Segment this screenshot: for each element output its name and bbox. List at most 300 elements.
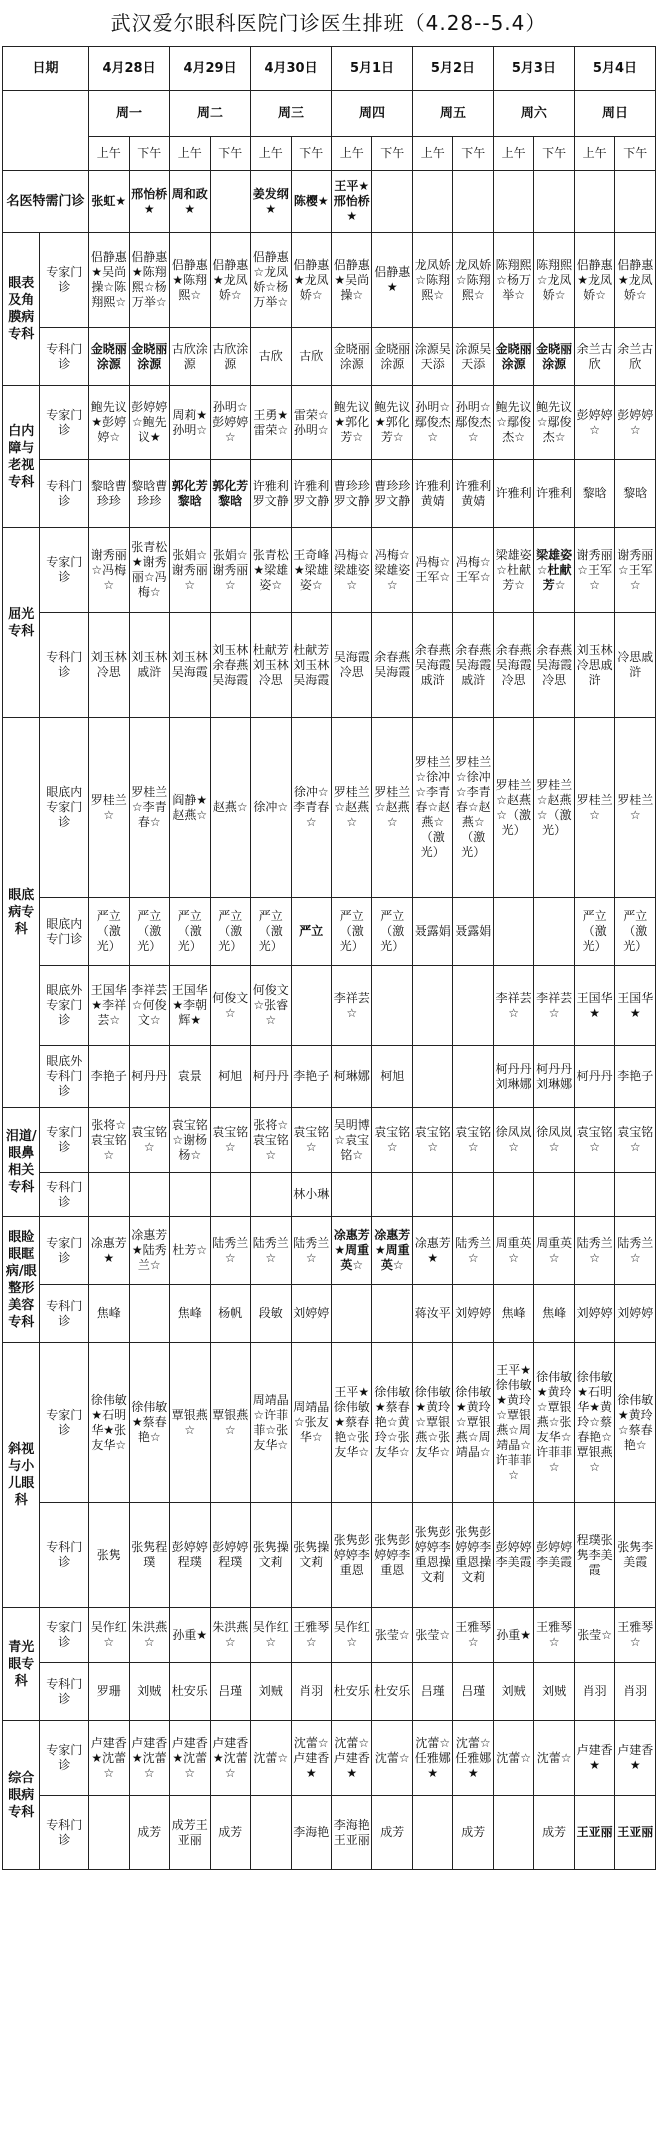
doctor-cell: 彭婷婷李美霞 bbox=[493, 1503, 533, 1608]
doctor-cell: 黎晗 bbox=[574, 460, 614, 528]
clinic-type-label: 专科门诊 bbox=[40, 460, 89, 528]
doctor-cell: 严立（激光） bbox=[210, 898, 251, 966]
doctor-cell: 李祥芸☆ bbox=[332, 966, 372, 1046]
doctor-cell: 吴海霞冷思 bbox=[332, 613, 372, 718]
doctor-cell: 吴作红☆ bbox=[332, 1608, 372, 1663]
clinic-type-label: 眼底内专门诊 bbox=[40, 898, 89, 966]
schedule-row bbox=[3, 898, 656, 966]
doctor-cell: 徐伟敏★黄玲☆覃银燕☆周靖晶☆ bbox=[453, 1343, 493, 1503]
doctor-cell bbox=[412, 1796, 452, 1870]
clinic-type-label: 专科门诊 bbox=[40, 613, 89, 718]
doctor-cell: 张隽李美霞 bbox=[615, 1503, 656, 1608]
doctor-cell: 曹珍珍罗文静 bbox=[332, 460, 372, 528]
doctor-cell: 彭婷婷☆ bbox=[615, 386, 656, 460]
schedule-row bbox=[3, 1503, 656, 1608]
doctor-cell: 袁宝铭☆ bbox=[129, 1108, 170, 1173]
doctor-cell: 罗桂兰☆ bbox=[574, 718, 614, 898]
doctor-cell: 袁景 bbox=[170, 1046, 210, 1108]
doctor-cell: 黎晗 bbox=[615, 460, 656, 528]
doctor-cell: 孙明☆鄢俊杰☆ bbox=[453, 386, 493, 460]
doctor-cell: 周和政★ bbox=[170, 171, 210, 233]
pm-header: 下午 bbox=[453, 137, 493, 171]
doctor-cell bbox=[412, 966, 452, 1046]
doctor-cell: 王国华★ bbox=[574, 966, 614, 1046]
doctor-cell: 冯梅☆王军☆ bbox=[412, 528, 452, 613]
clinic-type-label: 专家门诊 bbox=[40, 1108, 89, 1173]
doctor-cell: 林小琳 bbox=[291, 1173, 332, 1217]
weekday-cell: 周二 bbox=[170, 91, 251, 137]
clinic-type-label: 专家门诊 bbox=[40, 528, 89, 613]
doctor-cell: 侣静惠★陈翔熙☆ bbox=[170, 233, 210, 328]
weekday-cell: 周三 bbox=[251, 91, 332, 137]
doctor-cell: 周重英☆ bbox=[493, 1217, 533, 1285]
schedule-row bbox=[3, 328, 656, 386]
doctor-cell: 张莹☆ bbox=[412, 1608, 452, 1663]
doctor-cell: 沈蕾☆ bbox=[534, 1721, 574, 1796]
doctor-cell: 许雅利罗文静 bbox=[251, 460, 291, 528]
doctor-cell: 罗桂兰☆赵燕☆（激光） bbox=[534, 718, 574, 898]
doctor-cell: 柯琳娜 bbox=[332, 1046, 372, 1108]
doctor-cell bbox=[372, 1173, 412, 1217]
doctor-cell: 龙凤娇☆陈翔熙☆ bbox=[453, 233, 493, 328]
doctor-cell: 王雅琴☆ bbox=[291, 1608, 332, 1663]
doctor-cell: 涂源吴天添 bbox=[412, 328, 452, 386]
doctor-cell: 柯丹丹刘琳娜 bbox=[493, 1046, 533, 1108]
doctor-cell: 徐伟敏★蔡春艳☆黄玲☆张友华☆ bbox=[372, 1343, 412, 1503]
doctor-cell: 余春燕吴海霞冷思 bbox=[493, 613, 533, 718]
doctor-cell: 严立（激光） bbox=[251, 898, 291, 966]
schedule-row bbox=[3, 1285, 656, 1343]
doctor-cell: 古欣涂源 bbox=[170, 328, 210, 386]
doctor-cell: 王平★邢怡桥★ bbox=[332, 171, 372, 233]
doctor-cell: 朱洪燕☆ bbox=[210, 1608, 251, 1663]
doctor-cell: 张隽程璞 bbox=[129, 1503, 170, 1608]
weekday-cell: 周日 bbox=[574, 91, 655, 137]
am-header: 上午 bbox=[332, 137, 372, 171]
doctor-cell: 王亚丽 bbox=[615, 1796, 656, 1870]
doctor-cell: 李艳子 bbox=[615, 1046, 656, 1108]
doctor-cell: 王国华★ bbox=[615, 966, 656, 1046]
doctor-cell: 许雅利 bbox=[493, 460, 533, 528]
doctor-cell: 刘玉林吴海霞 bbox=[170, 613, 210, 718]
doctor-cell: 肖羽 bbox=[291, 1663, 332, 1721]
doctor-cell: 李海艳 bbox=[291, 1796, 332, 1870]
doctor-cell: 余春燕吴海霞 bbox=[372, 613, 412, 718]
doctor-cell: 罗桂兰☆徐冲☆李青春☆赵燕☆（激光） bbox=[453, 718, 493, 898]
schedule-row bbox=[3, 1343, 656, 1503]
doctor-cell bbox=[453, 171, 493, 233]
doctor-cell bbox=[210, 1173, 251, 1217]
doctor-cell: 沈蕾☆ bbox=[372, 1721, 412, 1796]
doctor-cell: 吴作红☆ bbox=[251, 1608, 291, 1663]
doctor-cell: 周靖晶☆张友华☆ bbox=[291, 1343, 332, 1503]
doctor-cell: 张娟☆谢秀丽☆ bbox=[210, 528, 251, 613]
doctor-cell: 徐伟敏★黄玲☆覃银燕☆张友华☆许菲菲☆ bbox=[534, 1343, 574, 1503]
doctor-cell: 严立（激光） bbox=[574, 898, 614, 966]
doctor-cell: 徐凤岚☆ bbox=[493, 1108, 533, 1173]
doctor-cell: 许雅利罗文静 bbox=[291, 460, 332, 528]
department-label: 青光眼专科 bbox=[3, 1608, 40, 1721]
doctor-cell: 张青松★梁雄姿☆ bbox=[251, 528, 291, 613]
doctor-cell: 古欣 bbox=[291, 328, 332, 386]
doctor-cell: 柯丹丹刘琳娜 bbox=[534, 1046, 574, 1108]
doctor-cell: 彭婷婷程璞 bbox=[210, 1503, 251, 1608]
schedule-table bbox=[2, 46, 656, 1870]
pm-header: 下午 bbox=[615, 137, 656, 171]
schedule-row bbox=[3, 460, 656, 528]
date-cell: 5月2日 bbox=[412, 47, 493, 91]
doctor-cell: 刘婷婷 bbox=[615, 1285, 656, 1343]
doctor-cell: 张虹★ bbox=[89, 171, 129, 233]
clinic-type-label: 专家门诊 bbox=[40, 1608, 89, 1663]
doctor-cell: 谢秀丽☆冯梅☆ bbox=[89, 528, 129, 613]
doctor-cell: 侣静惠★龙凤娇☆ bbox=[574, 233, 614, 328]
doctor-cell: 古欣 bbox=[251, 328, 291, 386]
doctor-cell bbox=[574, 1173, 614, 1217]
doctor-cell: 王国华★李祥芸☆ bbox=[89, 966, 129, 1046]
doctor-cell: 罗桂兰☆赵燕☆（激光） bbox=[493, 718, 533, 898]
doctor-cell: 吕瑾 bbox=[210, 1663, 251, 1721]
doctor-cell: 张莹☆ bbox=[574, 1608, 614, 1663]
doctor-cell: 曹珍珍罗文静 bbox=[372, 460, 412, 528]
doctor-cell: 侣静惠★龙凤娇☆ bbox=[291, 233, 332, 328]
doctor-cell: 焦峰 bbox=[89, 1285, 129, 1343]
doctor-cell: 李祥芸☆ bbox=[534, 966, 574, 1046]
doctor-cell: 徐伟敏★黄玲☆蔡春艳☆ bbox=[615, 1343, 656, 1503]
doctor-cell: 鲍先议☆鄢俊杰☆ bbox=[493, 386, 533, 460]
department-label: 综合眼病专科 bbox=[3, 1721, 40, 1870]
doctor-cell: 沈蕾☆ bbox=[493, 1721, 533, 1796]
doctor-cell: 刘婷婷 bbox=[453, 1285, 493, 1343]
doctor-cell: 陈翔熙☆杨万举☆ bbox=[493, 233, 533, 328]
doctor-cell: 杜芳☆ bbox=[170, 1217, 210, 1285]
doctor-cell: 张隽彭婷婷李重恩操文莉 bbox=[412, 1503, 452, 1608]
doctor-cell: 覃银燕☆ bbox=[170, 1343, 210, 1503]
doctor-cell: 王平★徐伟敏★黄玲☆覃银燕☆周靖晶☆许菲菲☆ bbox=[493, 1343, 533, 1503]
doctor-cell bbox=[129, 1173, 170, 1217]
doctor-cell bbox=[291, 966, 332, 1046]
am-header: 上午 bbox=[251, 137, 291, 171]
clinic-type-label: 专科门诊 bbox=[40, 1796, 89, 1870]
doctor-cell: 吴作红☆ bbox=[89, 1608, 129, 1663]
doctor-cell: 鲍先议★彭婷婷☆ bbox=[89, 386, 129, 460]
doctor-cell: 陆秀兰☆ bbox=[210, 1217, 251, 1285]
doctor-cell: 柯丹丹 bbox=[251, 1046, 291, 1108]
doctor-cell: 沈蕾☆任雅娜★ bbox=[453, 1721, 493, 1796]
doctor-cell: 谢秀丽☆王军☆ bbox=[574, 528, 614, 613]
doctor-cell bbox=[574, 171, 614, 233]
clinic-type-label: 专家门诊 bbox=[40, 1721, 89, 1796]
weekday-cell: 周四 bbox=[332, 91, 413, 137]
clinic-type-label: 专家门诊 bbox=[40, 386, 89, 460]
doctor-cell: 袁宝铭☆ bbox=[210, 1108, 251, 1173]
schedule-row bbox=[3, 1796, 656, 1870]
department-label: 白内障与老视专科 bbox=[3, 386, 40, 528]
doctor-cell: 冯梅☆梁雄姿☆ bbox=[372, 528, 412, 613]
doctor-cell: 成芳 bbox=[129, 1796, 170, 1870]
pm-header: 下午 bbox=[129, 137, 170, 171]
doctor-cell: 徐伟敏★黄玲☆覃银燕☆张友华☆ bbox=[412, 1343, 452, 1503]
schedule-row bbox=[3, 386, 656, 460]
am-header: 上午 bbox=[412, 137, 452, 171]
schedule-row bbox=[3, 1721, 656, 1796]
doctor-cell bbox=[534, 898, 574, 966]
doctor-cell bbox=[453, 966, 493, 1046]
doctor-cell: 张隽彭婷婷李重恩 bbox=[372, 1503, 412, 1608]
doctor-cell: 郭化芳黎晗 bbox=[170, 460, 210, 528]
doctor-cell bbox=[453, 1173, 493, 1217]
doctor-cell bbox=[89, 1796, 129, 1870]
doctor-cell: 袁宝铭☆ bbox=[372, 1108, 412, 1173]
date-cell: 5月3日 bbox=[493, 47, 574, 91]
doctor-cell: 李艳子 bbox=[291, 1046, 332, 1108]
department-label: 眼表及角膜病专科 bbox=[3, 233, 40, 386]
doctor-cell bbox=[372, 1285, 412, 1343]
clinic-type-label: 专家门诊 bbox=[40, 1217, 89, 1285]
schedule-row bbox=[3, 1046, 656, 1108]
doctor-cell: 徐凤岚☆ bbox=[534, 1108, 574, 1173]
doctor-cell: 杜献芳刘玉林冷思 bbox=[251, 613, 291, 718]
schedule-row bbox=[3, 966, 656, 1046]
doctor-cell: 侣静惠★龙凤娇☆ bbox=[210, 233, 251, 328]
pm-header: 下午 bbox=[210, 137, 251, 171]
doctor-cell: 严立（激光） bbox=[89, 898, 129, 966]
doctor-cell: 张娟☆谢秀丽☆ bbox=[170, 528, 210, 613]
doctor-cell: 金晓丽涂源 bbox=[89, 328, 129, 386]
doctor-cell: 金晓丽涂源 bbox=[534, 328, 574, 386]
clinic-type-label: 眼底外专家门诊 bbox=[40, 966, 89, 1046]
doctor-cell: 张青松★谢秀丽☆冯梅☆ bbox=[129, 528, 170, 613]
doctor-cell: 余兰古欣 bbox=[574, 328, 614, 386]
doctor-cell: 冯梅☆梁雄姿☆ bbox=[332, 528, 372, 613]
doctor-cell: 杜安乐 bbox=[332, 1663, 372, 1721]
clinic-type-label: 专科门诊 bbox=[40, 1285, 89, 1343]
doctor-cell: 柯丹丹 bbox=[129, 1046, 170, 1108]
doctor-cell: 龙凤娇☆陈翔熙☆ bbox=[412, 233, 452, 328]
doctor-cell: 李祥芸☆何俊文☆ bbox=[129, 966, 170, 1046]
doctor-cell: 张将☆袁宝铭☆ bbox=[251, 1108, 291, 1173]
doctor-cell bbox=[534, 1173, 574, 1217]
date-cell: 4月30日 bbox=[251, 47, 332, 91]
doctor-cell: 张隽彭婷婷李重恩操文莉 bbox=[453, 1503, 493, 1608]
doctor-cell: 张隽操文莉 bbox=[251, 1503, 291, 1608]
doctor-cell bbox=[372, 966, 412, 1046]
doctor-cell: 王平★徐伟敏★蔡春艳☆张友华☆ bbox=[332, 1343, 372, 1503]
pm-header: 下午 bbox=[291, 137, 332, 171]
doctor-cell: 侣静惠☆龙凤娇☆杨万举☆ bbox=[251, 233, 291, 328]
doctor-cell: 阎静★赵燕☆ bbox=[170, 718, 210, 898]
doctor-cell: 刘婷婷 bbox=[574, 1285, 614, 1343]
doctor-cell: 凃惠芳★周重英☆ bbox=[372, 1217, 412, 1285]
doctor-cell: 陈翔熙☆龙凤娇☆ bbox=[534, 233, 574, 328]
doctor-cell: 余兰古欣 bbox=[615, 328, 656, 386]
doctor-cell bbox=[170, 1173, 210, 1217]
doctor-cell: 陆秀兰☆ bbox=[251, 1217, 291, 1285]
doctor-cell: 吕瑾 bbox=[412, 1663, 452, 1721]
doctor-cell: 肖羽 bbox=[574, 1663, 614, 1721]
doctor-cell: 赵燕☆ bbox=[210, 718, 251, 898]
doctor-cell: 徐冲☆ bbox=[251, 718, 291, 898]
doctor-cell: 聂露娟 bbox=[453, 898, 493, 966]
doctor-cell: 黎晗曹珍珍 bbox=[129, 460, 170, 528]
date-cell: 4月28日 bbox=[89, 47, 170, 91]
doctor-cell: 黎晗曹珍珍 bbox=[89, 460, 129, 528]
doctor-cell bbox=[534, 171, 574, 233]
doctor-cell: 杨帆 bbox=[210, 1285, 251, 1343]
doctor-cell: 沈蕾☆任雅娜★ bbox=[412, 1721, 452, 1796]
weekday-cell: 周五 bbox=[412, 91, 493, 137]
clinic-type-label: 专科门诊 bbox=[40, 1503, 89, 1608]
doctor-cell: 罗珊 bbox=[89, 1663, 129, 1721]
doctor-cell: 罗桂兰☆ bbox=[89, 718, 129, 898]
schedule-row bbox=[3, 1217, 656, 1285]
doctor-cell bbox=[412, 1173, 452, 1217]
doctor-cell: 周靖晶☆许菲菲☆张友华☆ bbox=[251, 1343, 291, 1503]
schedule-row bbox=[3, 1173, 656, 1217]
doctor-cell bbox=[412, 171, 452, 233]
doctor-cell: 鲍先议★郭化芳☆ bbox=[332, 386, 372, 460]
doctor-cell: 张将☆袁宝铭☆ bbox=[89, 1108, 129, 1173]
doctor-cell: 张莹☆ bbox=[372, 1608, 412, 1663]
doctor-cell: 柯旭 bbox=[372, 1046, 412, 1108]
doctor-cell: 彭婷婷☆ bbox=[574, 386, 614, 460]
doctor-cell: 余春燕吴海霞戚浒 bbox=[453, 613, 493, 718]
department-label: 眼睑眼眶病/眼整形美容专科 bbox=[3, 1217, 40, 1343]
doctor-cell: 刘玉林余春燕吴海霞 bbox=[210, 613, 251, 718]
doctor-cell: 罗桂兰☆赵燕☆ bbox=[332, 718, 372, 898]
doctor-cell: 刘贼 bbox=[129, 1663, 170, 1721]
doctor-cell: 孙明☆鄢俊杰☆ bbox=[412, 386, 452, 460]
doctor-cell: 成芳 bbox=[210, 1796, 251, 1870]
doctor-cell: 吴明博☆袁宝铭☆ bbox=[332, 1108, 372, 1173]
doctor-cell: 罗桂兰☆ bbox=[615, 718, 656, 898]
schedule-row bbox=[3, 171, 656, 233]
doctor-cell: 蒋汝平 bbox=[412, 1285, 452, 1343]
doctor-cell: 王雅琴☆ bbox=[453, 1608, 493, 1663]
doctor-cell: 余春燕吴海霞戚浒 bbox=[412, 613, 452, 718]
doctor-cell: 罗桂兰☆李青春☆ bbox=[129, 718, 170, 898]
doctor-cell: 周重英☆ bbox=[534, 1217, 574, 1285]
department-label: 斜视与小儿眼科 bbox=[3, 1343, 40, 1608]
doctor-cell: 彭婷婷☆鲍先议★ bbox=[129, 386, 170, 460]
doctor-cell: 鲍先议★郭化芳☆ bbox=[372, 386, 412, 460]
doctor-cell: 焦峰 bbox=[170, 1285, 210, 1343]
doctor-cell: 袁宝铭☆ bbox=[291, 1108, 332, 1173]
clinic-type-label: 眼底外专科门诊 bbox=[40, 1046, 89, 1108]
doctor-cell: 袁宝铭☆ bbox=[615, 1108, 656, 1173]
doctor-cell: 段敏 bbox=[251, 1285, 291, 1343]
department-label: 眼底病专科 bbox=[3, 718, 40, 1108]
doctor-cell: 严立（激光） bbox=[170, 898, 210, 966]
doctor-cell bbox=[251, 1796, 291, 1870]
doctor-cell: 周莉★孙明☆ bbox=[170, 386, 210, 460]
doctor-cell: 张隽 bbox=[89, 1503, 129, 1608]
doctor-cell: 袁宝铭☆谢杨杨☆ bbox=[170, 1108, 210, 1173]
doctor-cell: 何俊文☆ bbox=[210, 966, 251, 1046]
doctor-cell: 张隽操文莉 bbox=[291, 1503, 332, 1608]
clinic-type-label: 专科门诊 bbox=[40, 1663, 89, 1721]
doctor-cell: 程璞张隽李美霞 bbox=[574, 1503, 614, 1608]
doctor-cell: 徐冲☆李青春☆ bbox=[291, 718, 332, 898]
doctor-cell: 成芳 bbox=[534, 1796, 574, 1870]
doctor-cell: 彭婷婷程璞 bbox=[170, 1503, 210, 1608]
doctor-cell: 涂源吴天添 bbox=[453, 328, 493, 386]
am-header: 上午 bbox=[574, 137, 614, 171]
doctor-cell: 王奇峰★梁雄姿☆ bbox=[291, 528, 332, 613]
doctor-cell: 陆秀兰☆ bbox=[574, 1217, 614, 1285]
doctor-cell: 雷荣☆孙明☆ bbox=[291, 386, 332, 460]
doctor-cell: 肖羽 bbox=[615, 1663, 656, 1721]
am-header: 上午 bbox=[493, 137, 533, 171]
doctor-cell: 刘贼 bbox=[493, 1663, 533, 1721]
page-title: 武汉爱尔眼科医院门诊医生排班（4.28--5.4） bbox=[110, 11, 547, 35]
doctor-cell: 冯梅☆王军☆ bbox=[453, 528, 493, 613]
schedule-row bbox=[3, 1108, 656, 1173]
weekday-cell: 周六 bbox=[493, 91, 574, 137]
doctor-cell: 王雅琴☆ bbox=[615, 1608, 656, 1663]
doctor-cell: 凃惠芳★ bbox=[89, 1217, 129, 1285]
doctor-cell: 卢建香★ bbox=[574, 1721, 614, 1796]
doctor-cell bbox=[332, 1173, 372, 1217]
doctor-cell: 严立（激光） bbox=[615, 898, 656, 966]
doctor-cell: 凃惠芳★陆秀兰☆ bbox=[129, 1217, 170, 1285]
doctor-cell: 柯丹丹 bbox=[574, 1046, 614, 1108]
doctor-cell: 袁宝铭☆ bbox=[574, 1108, 614, 1173]
doctor-cell bbox=[210, 171, 251, 233]
doctor-cell: 陆秀兰☆ bbox=[453, 1217, 493, 1285]
doctor-cell: 卢建香★沈蕾☆ bbox=[210, 1721, 251, 1796]
doctor-cell: 徐伟敏★蔡春艳☆ bbox=[129, 1343, 170, 1503]
doctor-cell: 朱洪燕☆ bbox=[129, 1608, 170, 1663]
doctor-cell: 侣静惠★吴尚操☆ bbox=[332, 233, 372, 328]
doctor-cell: 刘玉林冷思 bbox=[89, 613, 129, 718]
doctor-cell: 王勇★雷荣☆ bbox=[251, 386, 291, 460]
am-header: 上午 bbox=[170, 137, 210, 171]
doctor-cell: 陆秀兰☆ bbox=[291, 1217, 332, 1285]
doctor-cell: 刘贼 bbox=[534, 1663, 574, 1721]
doctor-cell: 严立（激光） bbox=[372, 898, 412, 966]
doctor-cell: 郭化芳黎晗 bbox=[210, 460, 251, 528]
doctor-cell: 焦峰 bbox=[534, 1285, 574, 1343]
doctor-cell: 吕瑾 bbox=[453, 1663, 493, 1721]
blank-corner bbox=[3, 91, 89, 171]
clinic-type-label: 专科门诊 bbox=[40, 1173, 89, 1217]
doctor-cell bbox=[251, 1173, 291, 1217]
doctor-cell: 严立 bbox=[291, 898, 332, 966]
doctor-cell bbox=[615, 1173, 656, 1217]
doctor-cell bbox=[332, 1285, 372, 1343]
doctor-cell: 卢建香★沈蕾☆ bbox=[89, 1721, 129, 1796]
doctor-cell: 罗桂兰☆徐冲☆李青春☆赵燕☆（激光） bbox=[412, 718, 452, 898]
doctor-cell bbox=[615, 171, 656, 233]
department-label: 屈光专科 bbox=[3, 528, 40, 718]
doctor-cell: 何俊文☆张睿☆ bbox=[251, 966, 291, 1046]
schedule-row bbox=[3, 528, 656, 613]
doctor-cell: 袁宝铭☆ bbox=[412, 1108, 452, 1173]
doctor-cell: 孙重★ bbox=[493, 1608, 533, 1663]
doctor-cell bbox=[412, 1046, 452, 1108]
doctor-cell: 陆秀兰☆ bbox=[615, 1217, 656, 1285]
doctor-cell: 谢秀丽☆王军☆ bbox=[615, 528, 656, 613]
doctor-cell: 杜安乐 bbox=[372, 1663, 412, 1721]
doctor-cell: 许雅利 bbox=[534, 460, 574, 528]
doctor-cell: 侣静惠★陈翔熙☆杨万举☆ bbox=[129, 233, 170, 328]
doctor-cell: 王国华★李朝辉★ bbox=[170, 966, 210, 1046]
doctor-cell bbox=[89, 1173, 129, 1217]
doctor-cell: 金晓丽涂源 bbox=[493, 328, 533, 386]
doctor-cell bbox=[493, 1173, 533, 1217]
doctor-cell: 严立（激光） bbox=[129, 898, 170, 966]
